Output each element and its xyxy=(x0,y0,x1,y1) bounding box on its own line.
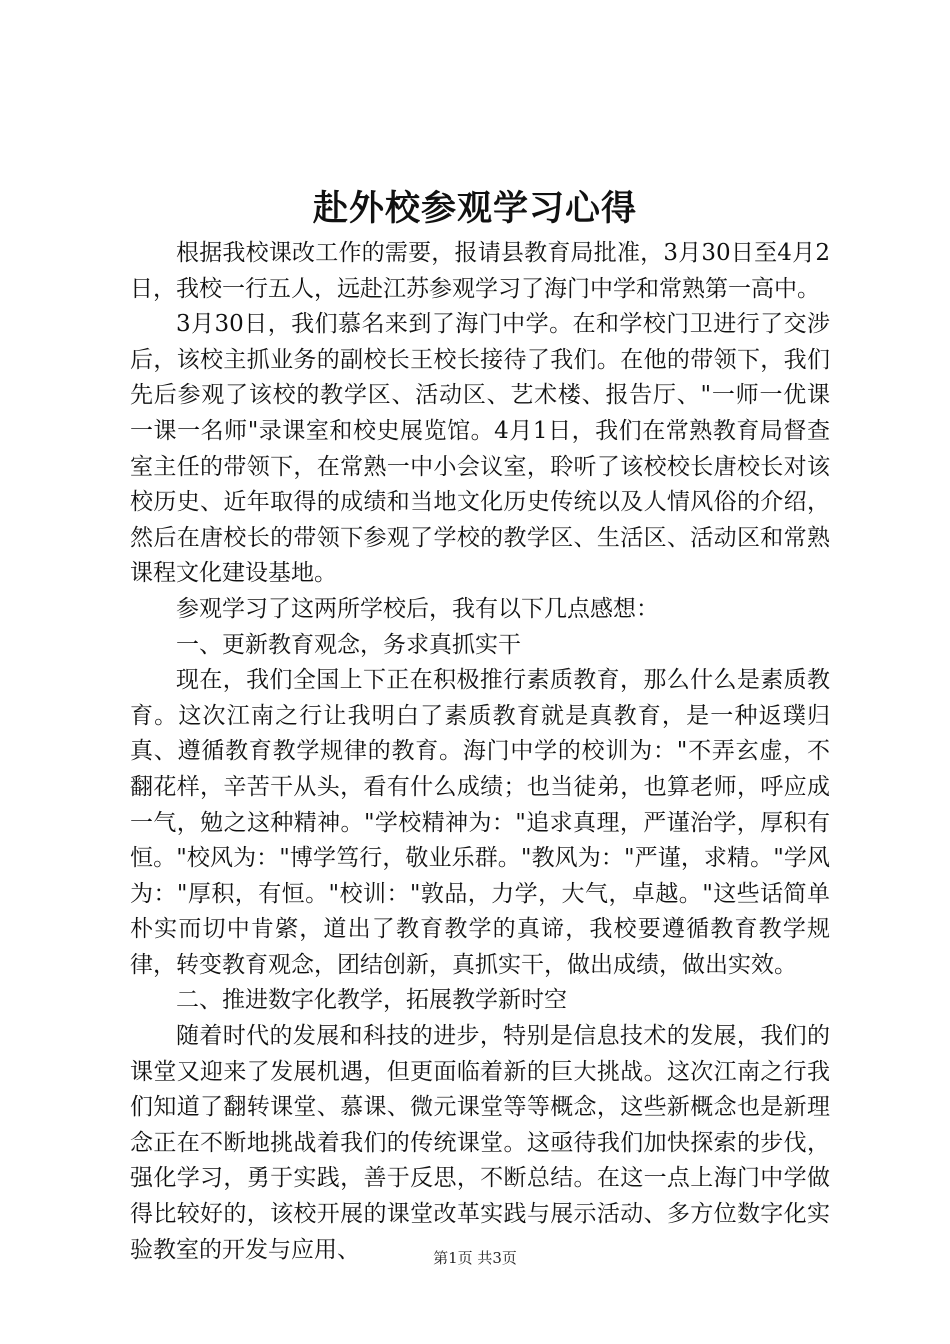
section-heading-2: 二、推进数字化教学，拓展教学新时空 xyxy=(176,987,567,1014)
paragraph-section-2: 随着时代的发展和科技的进步，特别是信息技术的发展，我们的课堂又迎来了发展机遇，但更面临着新的巨大挑战。这次江南之行我们知道了翻转课堂、慕课、微元课堂等等概念，这些新概念也是新理念正在不断地挑战着我们的传统课堂。这亟待我们加快探索的步伐，强化学习，勇于实践，善于反思，不断总结。在这一点上海门中学做得比较好的，该校开展的课堂改革实践与展示活动、多方位数字化实验教室的开发与应用、 xyxy=(130,1023,830,1263)
document-title: 赴外校参观学习心得 xyxy=(312,189,637,229)
paragraph-intro: 根据我校课改工作的需要，报请县教育局批准，3月30日至4月2日，我校一行五人，远赴江苏参观学习了海门中学和常熟第一高中。 xyxy=(130,240,830,302)
document-body xyxy=(130,236,830,1268)
paragraph-section-1: 现在，我们全国上下正在积极推行素质教育，那么什么是素质教育。这次江南之行让我明白了素质教育就是真教育，是一种返璞归真、遵循教育教学规律的教育。海门中学的校训为："不弄玄虚，不翻花样，辛苦干从头，看有什么成绩；也当徒弟，也算老师，呼应成一气，勉之这种精神。"学校精神为："追求真理，严谨治学，厚积有恒。"校风为："博学笃行，敬业乐群。"教风为："严谨，求精。"学风为："厚积，有恒。"校训："敦品，力学，大气，卓越。"这些话简单朴实而切中肯綮，道出了教育教学的真谛，我校要遵循教育教学规律，转变教育观念，团结创新，真抓实干，做出成绩，做出实效。 xyxy=(130,667,830,978)
section-heading-1: 一、更新教育观念，务求真抓实干 xyxy=(176,631,521,658)
paragraph-visit-account: 3月30日，我们慕名来到了海门中学。在和学校门卫进行了交涉后，该校主抓业务的副校长王校长接待了我们。在他的带领下，我们先后参观了该校的教学区、活动区、艺术楼、报告厅、"一师一优课一课一名师"录课室和校史展览馆。4月1日，我们在常熟教育局督查室主任的带领下，在常熟一中小会议室，聆听了该校校长唐校长对该校历史、近年取得的成绩和当地文化历史传统以及人情风俗的介绍，然后在唐校长的带领下参观了学校的教学区、生活区、活动区和常熟课程文化建设基地。 xyxy=(130,311,830,587)
paragraph-reflections-lead: 参观学习了这两所学校后，我有以下几点感想： xyxy=(176,595,659,622)
page-number-footer: 第1页 共3页 xyxy=(433,1249,517,1267)
